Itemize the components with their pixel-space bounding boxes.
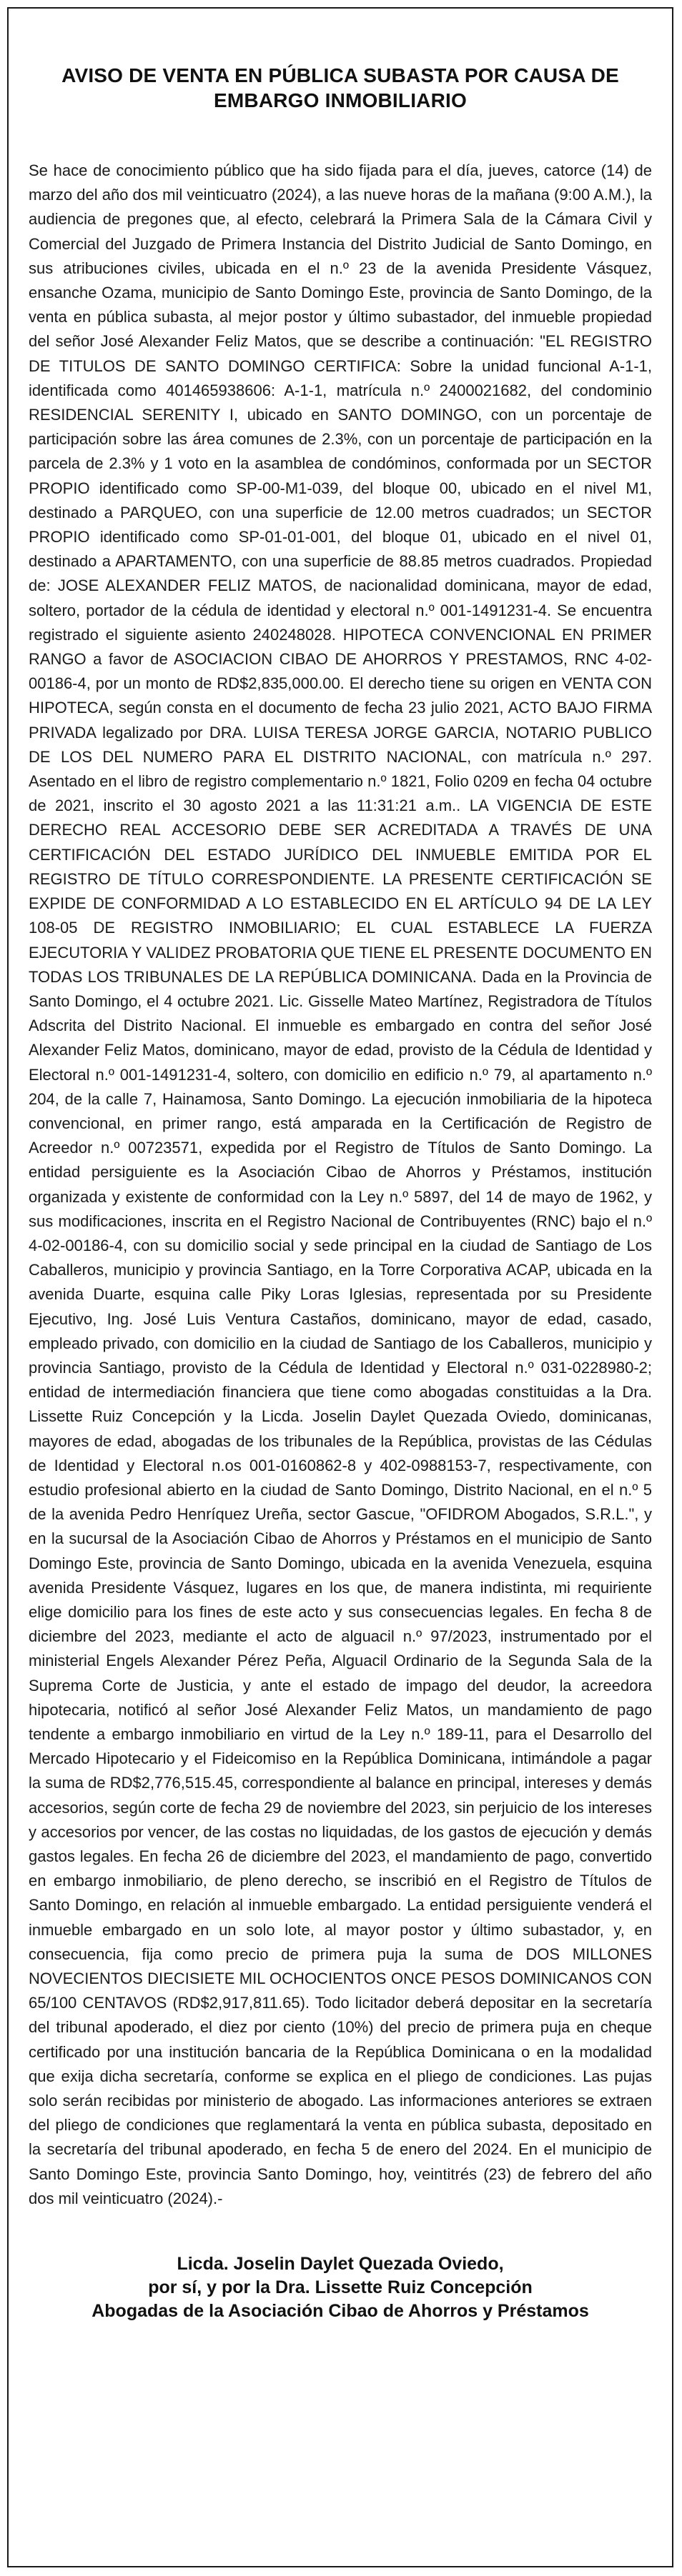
signature-role: Abogadas de la Asociación Cibao de Ahorros y Préstamos <box>92 2301 589 2322</box>
notice-title-line-1: AVISO DE VENTA EN PÚBLICA SUBASTA POR CAUSA DE <box>61 64 619 86</box>
notice-title <box>9 9 672 113</box>
signature-cosigner: por sí, y por la Dra. Lissette Ruiz Concepción <box>148 2277 533 2298</box>
notice-title-line-2: EMBARGO INMOBILIARIO <box>214 89 467 111</box>
signature-block <box>9 2211 672 2323</box>
legal-notice <box>7 7 673 2567</box>
signature-name: Licda. Joselin Daylet Quezada Oviedo, <box>177 2254 504 2275</box>
notice-body: Se hace de conocimiento público que ha sido fijada para el día, jueves, catorce (14) de marzo del año dos mil veinticuatro (2024), a las nueve horas de la mañana (9:00 A.M.), la audiencia de pregones que, al efecto, celebrará la Primera Sala de la Cámara Civil y Comercial del Juzgado de Primera Instancia del Distrito Judicial de Santo Domingo, en sus atribuciones civiles, ubicada en el n.º 23 de la avenida Presidente Vásquez, ensanche Ozama, municipio de Santo Domingo Este, provincia de Santo Domingo, de la venta en pública subasta, al mejor postor y último subastador, del inmueble propiedad del señor José Alexander Feliz Matos, que se describe a continuación: "EL REGISTRO DE TITULOS DE SANTO DOMINGO CERTIFICA: Sobre la unidad funcional A-1-1, identificada como 401465938606: A-1-1, matrícula n.º 2400021682, del condominio RESIDENCIAL SERENITY I, ubicado en SANTO DOMINGO, con un porcentaje de participación sobre las área comunes de 2.3%, con un porcentaje de participación en la parcela de 2.3% y 1 voto en la asamblea de condóminos, conformada por un SECTOR PROPIO identificado como SP-00-M1-039, del bloque 00, ubicado en el nivel M1, destinado a PARQUEO, con una superficie de 12.00 metros cuadrados; un SECTOR PROPIO identificado como SP-01-01-001, del bloque 01, ubicado en el nivel 01, destinado a APARTAMENTO, con una superficie de 88.85 metros cuadrados. Propiedad de: JOSE ALEXANDER FELIZ MATOS, de nacionalidad dominicana, mayor de edad, soltero, portador de la cédula de identidad y electoral n.º 001-1491231-4. Se encuentra registrado el siguiente asiento 240248028. HIPOTECA CONVENCIONAL EN PRIMER RANGO a favor de ASOCIACION CIBAO DE AHORROS Y PRESTAMOS, RNC 4-02-00186-4, por un monto de RD$2,835,000.00. El derecho tiene su origen en VENTA CON HIPOTECA, según consta en el documento de fecha 23 julio 2021, ACTO BAJO FIRMA PRIVADA legalizado por DRA. LUISA TERESA JORGE GARCIA, NOTARIO PUBLICO DE LOS DEL NUMERO PARA EL DISTRITO NACIONAL, con matrícula n.º 297. Asentado en el libro de registro complementario n.º 1821, Folio 0209 en fecha 04 octubre de 2021, inscrito el 30 agosto 2021 a las 11:31:21 a.m.. LA VIGENCIA DE ESTE DERECHO REAL ACCESORIO DEBE SER ACREDITADA A TRAVÉS DE UNA CERTIFICACIÓN DEL ESTADO JURÍDICO DEL INMUEBLE EMITIDA POR EL REGISTRO DE TÍTULO CORRESPONDIENTE. LA PRESENTE CERTIFICACIÓN SE EXPIDE DE CONFORMIDAD A LO ESTABLECIDO EN EL ARTÍCULO 94 DE LA LEY 108-05 DE REGISTRO INMOBILIARIO; EL CUAL ESTABLECE LA FUERZA EJECUTORIA Y VALIDEZ PROBATORIA QUE TIENE EL PRESENTE DOCUMENTO EN TODAS LOS TRIBUNALES DE LA REPÚBLICA DOMINICANA. Dada en la Provincia de Santo Domingo, el 4 octubre 2021. Lic. Gisselle Mateo Martínez, Registradora de Títulos Adscrita del Distrito Nacional. El inmueble es embargado en contra del señor José Alexander Feliz Matos, dominicano, mayor de edad, provisto de la Cédula de Identidad y Electoral n.º 001-1491231-4, soltero, con domicilio en edificio n.º 79, al apartamento n.º 204, de la calle 7, Hainamosa, Santo Domingo. La ejecución inmobiliaria de la hipoteca convencional, en primer rango, está amparada en la Certificación de Registro de Acreedor n.º 00723571, expedida por el Registro de Títulos de Santo Domingo. La entidad persiguiente es la Asociación Cibao de Ahorros y Préstamos, institución organizada y existente de conformidad con la Ley n.º 5897, del 14 de mayo de 1962, y sus modificaciones, inscrita en el Registro Nacional de Contribuyentes (RNC) bajo el n.º 4-02-00186-4, con su domicilio social y sede principal en la ciudad de Santiago de Los Caballeros, municipio y provincia Santiago, en la Torre Corporativa ACAP, ubicada en la avenida Duarte, esquina calle Piky Loras Iglesias, representada por su Presidente Ejecutivo, Ing. José Luis Ventura Castaños, dominicano, mayor de edad, casado, empleado privado, con domicilio en la ciudad de Santiago de los Caballeros, municipio y provincia Santiago, provisto de la Cédula de Identidad y Electoral n.º 031-0228980-2; entidad de intermediación financiera que tiene como abogadas constituidas a la Dra. Lissette Ruiz Concepción y la Licda. Joselin Daylet Quezada Oviedo, dominicanas, mayores de edad, abogadas de los tribunales de la República, provistas de las Cédulas de Identidad y Electoral n.os 001-0160862-8 y 402-0988153-7, respectivamente, con estudio profesional abierto en la ciudad de Santo Domingo, Distrito Nacional, en el n.º 5 de la avenida Pedro Henríquez Ureña, sector Gascue, "OFIDROM Abogados, S.R.L.", y en la sucursal de la Asociación Cibao de Ahorros y Préstamos en el municipio de Santo Domingo Este, provincia de Santo Domingo, ubicada en la avenida Venezuela, esquina avenida Presidente Vásquez, lugares en los que, de manera indistinta, mi requiriente elige domicilio para los fines de este acto y sus consecuencias legales. En fecha 8 de diciembre del 2023, mediante el acto de alguacil n.º 97/2023, instrumentado por el ministerial Engels Alexander Pérez Peña, Alguacil Ordinario de la Segunda Sala de la Suprema Corte de Justicia, y ante el estado de impago del deudor, la acreedora hipotecaria, notificó al señor José Alexander Feliz Matos, un mandamiento de pago tendente a embargo inmobiliario en virtud de la Ley n.º 189-11, para el Desarrollo del Mercado Hipotecario y el Fideicomiso en la República Dominicana, intimándole a pagar la suma de RD$2,776,515.45, correspondiente al balance en principal, intereses y demás accesorios, según corte de fecha 29 de noviembre del 2023, sin perjuicio de los intereses y accesorios por vencer, de las costas no liquidadas, de los gastos de ejecución y demás gastos legales. En fecha 26 de diciembre del 2023, el mandamiento de pago, convertido en embargo inmobiliario, de pleno derecho, se inscribió en el Registro de Títulos de Santo Domingo, en relación al inmueble embargado. La entidad persiguiente venderá el inmueble embargado en un solo lote, al mayor postor y último subastador, y, en consecuencia, fija como precio de primera puja la suma de DOS MILLONES NOVECIENTOS DIECISIETE MIL OCHOCIENTOS ONCE PESOS DOMINICANOS CON 65/100 CENTAVOS (RD$2,917,811.65). Todo licitador deberá depositar en la secretaría del tribunal apoderado, el diez por ciento (10%) del precio de primera puja en cheque certificado por una institución bancaria de la República Dominicana o en la modalidad que exija dicha secretaría, conforme se explica en el pliego de condiciones. Las pujas solo serán recibidas por ministerio de abogado. Las informaciones anteriores se extraen del pliego de condiciones que reglamentará la venta en pública subasta, depositado en la secretaría del tribunal apoderado, en fecha 5 de enero del 2024. En el municipio de Santo Domingo Este, provincia Santo Domingo, hoy, veintitrés (23) de febrero del año dos mil veinticuatro (2024).- <box>29 161 652 2207</box>
